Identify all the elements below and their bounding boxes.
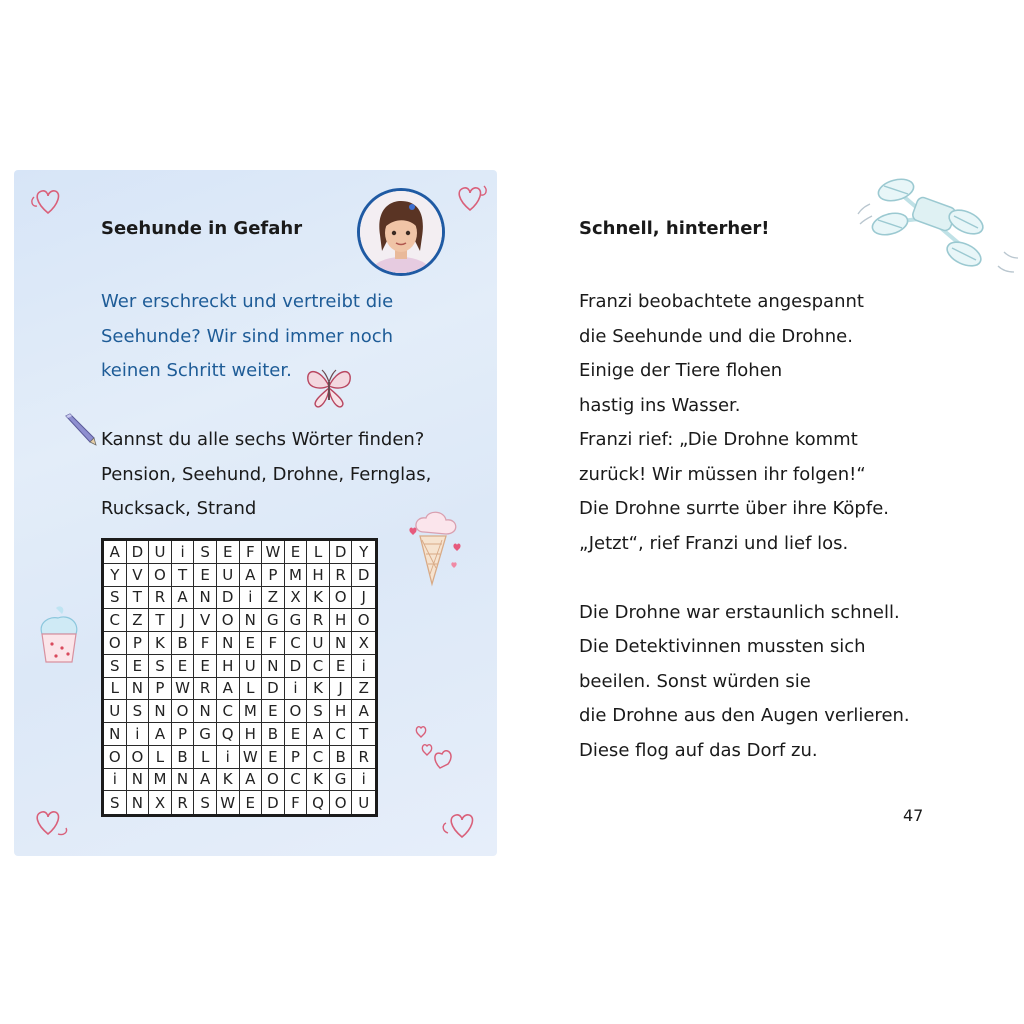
grid-cell[interactable]: K: [217, 769, 240, 792]
grid-cell[interactable]: S: [104, 791, 127, 814]
grid-cell[interactable]: E: [194, 655, 217, 678]
grid-cell[interactable]: S: [104, 587, 127, 610]
grid-cell[interactable]: L: [104, 678, 127, 701]
grid-cell[interactable]: Q: [307, 791, 330, 814]
grid-cell[interactable]: A: [172, 587, 195, 610]
grid-cell[interactable]: A: [104, 541, 127, 564]
grid-cell[interactable]: G: [285, 609, 308, 632]
grid-cell[interactable]: E: [240, 791, 263, 814]
grid-cell[interactable]: M: [285, 564, 308, 587]
grid-cell[interactable]: B: [262, 723, 285, 746]
grid-cell[interactable]: H: [240, 723, 263, 746]
grid-cell[interactable]: S: [307, 700, 330, 723]
grid-cell[interactable]: N: [127, 678, 150, 701]
grid-cell[interactable]: S: [127, 700, 150, 723]
question-line: Wer erschreckt und vertreibt die: [101, 291, 394, 312]
ice-cream-icon: [402, 508, 472, 588]
story-line: die Seehunde und die Drohne.: [579, 325, 853, 347]
grid-cell[interactable]: A: [194, 769, 217, 792]
grid-cell[interactable]: C: [285, 632, 308, 655]
grid-cell[interactable]: i: [285, 678, 308, 701]
grid-cell[interactable]: A: [240, 564, 263, 587]
grid-cell[interactable]: E: [285, 541, 308, 564]
grid-cell[interactable]: S: [194, 541, 217, 564]
grid-cell[interactable]: D: [262, 791, 285, 814]
story-line: Die Drohne war erstaunlich schnell.: [579, 601, 900, 623]
story-line: hastig ins Wasser.: [579, 394, 741, 416]
grid-cell[interactable]: N: [149, 700, 172, 723]
grid-cell[interactable]: W: [217, 791, 240, 814]
grid-cell[interactable]: N: [217, 632, 240, 655]
story-line: Die Drohne surrte über ihre Köpfe.: [579, 498, 889, 519]
grid-cell[interactable]: T: [149, 609, 172, 632]
grid-cell[interactable]: B: [172, 746, 195, 769]
grid-cell[interactable]: Z: [352, 678, 375, 701]
puzzle-question: [101, 285, 431, 389]
grid-cell[interactable]: N: [194, 587, 217, 610]
grid-cell[interactable]: H: [330, 700, 353, 723]
grid-cell[interactable]: N: [240, 609, 263, 632]
question-line: keinen Schritt weiter.: [101, 360, 292, 381]
word-search-grid[interactable]: [101, 538, 378, 817]
grid-cell[interactable]: F: [240, 541, 263, 564]
grid-cell[interactable]: U: [307, 632, 330, 655]
grid-cell[interactable]: N: [262, 655, 285, 678]
grid-cell[interactable]: A: [149, 723, 172, 746]
grid-cell[interactable]: H: [307, 564, 330, 587]
heart-swirl-icon: [450, 180, 490, 216]
grid-cell[interactable]: R: [172, 791, 195, 814]
grid-cell[interactable]: i: [352, 769, 375, 792]
grid-cell[interactable]: B: [330, 746, 353, 769]
grid-cell[interactable]: L: [240, 678, 263, 701]
grid-cell[interactable]: N: [172, 769, 195, 792]
grid-cell[interactable]: i: [127, 723, 150, 746]
grid-cell[interactable]: J: [330, 678, 353, 701]
grid-cell[interactable]: F: [262, 632, 285, 655]
grid-cell[interactable]: C: [307, 746, 330, 769]
grid-cell[interactable]: A: [240, 769, 263, 792]
grid-cell[interactable]: V: [127, 564, 150, 587]
grid-cell[interactable]: K: [307, 587, 330, 610]
grid-cell[interactable]: L: [149, 746, 172, 769]
grid-cell[interactable]: S: [149, 655, 172, 678]
story-line: beeilen. Sonst würden sie: [579, 670, 811, 692]
grid-cell[interactable]: D: [127, 541, 150, 564]
grid-cell[interactable]: O: [262, 769, 285, 792]
grid-cell[interactable]: T: [352, 723, 375, 746]
story-line: Die Detektivinnen mussten sich: [579, 636, 866, 657]
grid-cell[interactable]: R: [330, 564, 353, 587]
grid-cell[interactable]: F: [194, 632, 217, 655]
grid-cell[interactable]: A: [217, 678, 240, 701]
pencil-icon: [62, 412, 98, 446]
grid-cell[interactable]: P: [285, 746, 308, 769]
grid-cell[interactable]: P: [127, 632, 150, 655]
grid-cell[interactable]: i: [104, 769, 127, 792]
grid-cell[interactable]: R: [307, 609, 330, 632]
grid-cell[interactable]: E: [194, 564, 217, 587]
grid-cell[interactable]: F: [285, 791, 308, 814]
grid-cell[interactable]: Q: [217, 723, 240, 746]
grid-cell[interactable]: C: [330, 723, 353, 746]
question-line: Seehunde? Wir sind immer noch: [101, 325, 394, 347]
grid-cell[interactable]: U: [149, 541, 172, 564]
grid-cell[interactable]: U: [240, 655, 263, 678]
grid-cell[interactable]: X: [149, 791, 172, 814]
grid-cell[interactable]: A: [307, 723, 330, 746]
grid-cell[interactable]: R: [352, 746, 375, 769]
grid-cell[interactable]: U: [358, 793, 370, 812]
grid-cell[interactable]: D: [352, 564, 375, 587]
grid-cell[interactable]: E: [262, 700, 285, 723]
grid-cell[interactable]: Z: [127, 609, 150, 632]
grid-cell[interactable]: N: [127, 769, 150, 792]
grid-cell[interactable]: J: [172, 609, 195, 632]
grid-cell[interactable]: O: [149, 564, 172, 587]
grid-cell[interactable]: O: [352, 609, 375, 632]
grid-cell[interactable]: P: [172, 723, 195, 746]
grid-cell[interactable]: T: [127, 587, 150, 610]
grid-cell[interactable]: E: [172, 655, 195, 678]
heart-swirl-icon: [440, 803, 484, 843]
story-line: Einige der Tiere flohen: [579, 360, 783, 381]
grid-cell[interactable]: D: [217, 587, 240, 610]
grid-cell[interactable]: N: [330, 632, 353, 655]
grid-cell[interactable]: E: [262, 746, 285, 769]
story-line: Franzi beobachtete angespannt: [579, 291, 864, 312]
grid-cell[interactable]: U: [217, 564, 240, 587]
grid-cell[interactable]: X: [352, 632, 375, 655]
grid-cell[interactable]: O: [104, 632, 127, 655]
story-line: Diese flog auf das Dorf zu.: [579, 739, 818, 761]
grid-cell[interactable]: E: [330, 655, 353, 678]
grid-cell[interactable]: K: [307, 769, 330, 792]
grid-cell[interactable]: Z: [262, 587, 285, 610]
grid-cell[interactable]: W: [262, 541, 285, 564]
grid-cell[interactable]: O: [104, 746, 127, 769]
grid-cell[interactable]: E: [240, 632, 263, 655]
story-line: die Drohne aus den Augen verlieren.: [579, 705, 910, 726]
grid-cell[interactable]: S: [194, 791, 217, 814]
grid-cell[interactable]: i: [172, 541, 195, 564]
grid-cell[interactable]: C: [217, 700, 240, 723]
cupcake-icon: [36, 604, 82, 666]
page-number: 47: [903, 806, 924, 825]
grid-cell[interactable]: G: [194, 723, 217, 746]
task-line: Pension, Seehund, Drohne, Fernglas,: [101, 463, 432, 485]
grid-cell[interactable]: D: [330, 541, 353, 564]
heart-swirl-icon: [28, 183, 68, 219]
grid-cell[interactable]: P: [149, 678, 172, 701]
grid-cell[interactable]: Y: [104, 564, 127, 587]
grid-cell[interactable]: N: [194, 700, 217, 723]
grid-cell[interactable]: C: [285, 769, 308, 792]
grid-cell[interactable]: H: [330, 609, 353, 632]
grid-cell[interactable]: N: [104, 723, 127, 746]
grid-cell[interactable]: R: [194, 678, 217, 701]
grid-cell[interactable]: E: [217, 541, 240, 564]
grid-cell[interactable]: L: [307, 541, 330, 564]
grid-cell[interactable]: O: [330, 791, 353, 814]
grid-cell[interactable]: M: [149, 769, 172, 792]
grid-cell[interactable]: i: [240, 587, 263, 610]
drone-icon: [852, 172, 1024, 284]
task-line: Kannst du alle sechs Wörter finden?: [101, 429, 425, 450]
grid-cell[interactable]: C: [104, 609, 127, 632]
grid-cell[interactable]: K: [149, 632, 172, 655]
grid-cell[interactable]: T: [172, 564, 195, 587]
grid-cell[interactable]: D: [285, 655, 308, 678]
heart-swirl-icon: [28, 800, 70, 840]
grid-cell[interactable]: A: [352, 700, 375, 723]
grid-cell[interactable]: D: [262, 678, 285, 701]
chapter-title: Schnell, hinterher!: [579, 218, 770, 239]
grid-cell[interactable]: E: [127, 655, 150, 678]
grid-cell[interactable]: i: [352, 655, 375, 678]
task-line: Rucksack, Strand: [101, 498, 257, 519]
heart-icon: [410, 720, 458, 776]
grid-cell[interactable]: R: [149, 587, 172, 610]
grid-cell[interactable]: V: [194, 609, 217, 632]
paragraph-gap: [579, 561, 979, 596]
grid-cell[interactable]: O: [127, 746, 150, 769]
story-text: [579, 285, 979, 768]
story-line: „Jetzt“, rief Franzi und lief los.: [579, 532, 849, 554]
puzzle-title: Seehunde in Gefahr: [101, 218, 303, 239]
grid-cell[interactable]: i: [217, 746, 240, 769]
grid-cell[interactable]: W: [240, 746, 263, 769]
butterfly-icon: [302, 362, 356, 412]
grid-cell[interactable]: O: [330, 587, 353, 610]
grid-cell[interactable]: O: [285, 700, 308, 723]
grid-cell[interactable]: X: [285, 587, 308, 610]
grid-cell[interactable]: W: [172, 678, 195, 701]
grid-cell[interactable]: H: [217, 655, 240, 678]
grid-cell[interactable]: G: [330, 769, 353, 792]
story-line: zurück! Wir müssen ihr folgen!“: [579, 463, 866, 485]
story-line: Franzi rief: „Die Drohne kommt: [579, 429, 858, 450]
avatar-girl: [357, 188, 445, 276]
grid-cell[interactable]: C: [307, 655, 330, 678]
grid-cell[interactable]: N: [127, 791, 150, 814]
grid-cell[interactable]: S: [104, 655, 127, 678]
grid-cell[interactable]: K: [307, 678, 330, 701]
grid-cell[interactable]: O: [217, 609, 240, 632]
grid-cell[interactable]: U: [104, 700, 127, 723]
grid-cell[interactable]: L: [194, 746, 217, 769]
grid-cell[interactable]: M: [240, 700, 263, 723]
grid-cell[interactable]: E: [285, 723, 308, 746]
grid-cell[interactable]: J: [352, 587, 375, 610]
grid-cell[interactable]: G: [262, 609, 285, 632]
grid-cell[interactable]: O: [172, 700, 195, 723]
grid-cell[interactable]: P: [262, 564, 285, 587]
grid-cell[interactable]: B: [172, 632, 195, 655]
grid-cell[interactable]: Y: [352, 541, 375, 564]
